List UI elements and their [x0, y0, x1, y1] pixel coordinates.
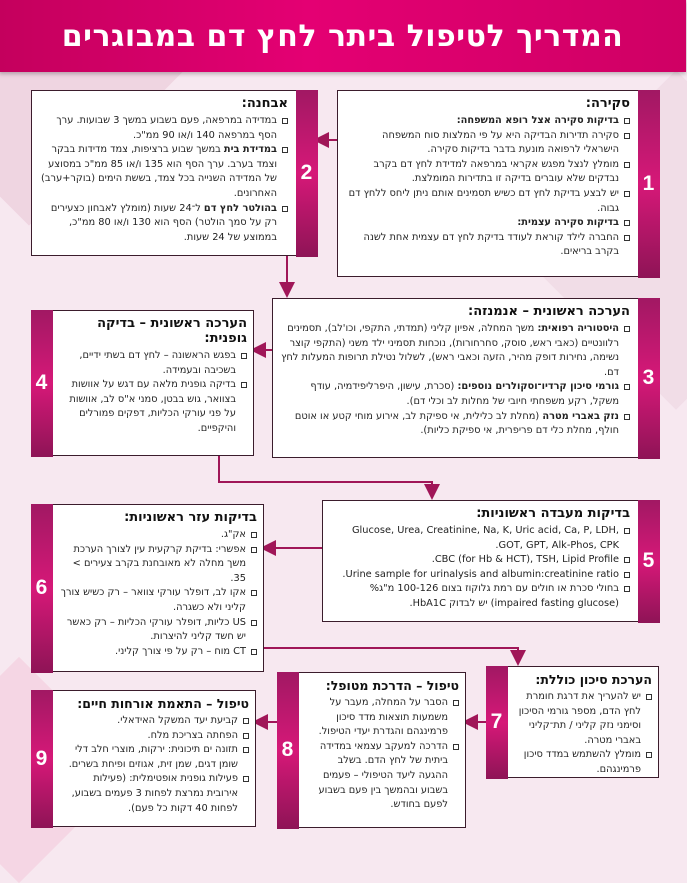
step-number-2: 2: [297, 90, 319, 257]
step-5-box: [323, 500, 660, 622]
arrow-4-to-5: [220, 456, 433, 496]
list-item: CBC (for Hb & HCT), TSH, Lipid Profile.: [330, 553, 631, 568]
list-item: Urine sample for urinalysis and albumin:creatinine ratio.: [330, 568, 631, 583]
list-item: בחולי סכרת או חולים עם רמת גלוקוז בצום 100-126 מ"ג% (impaired fasting glucose) יש לבדוק HbA1C.: [330, 582, 631, 611]
list-item: הדרכה למעקב עצמאי במדידה ביתית של לחץ הדם. בשלב ההגעה ליעד הטיפולי – פעמים בשבוע ובהמשך בין פעם בשבוע לפעם בחודש.: [307, 740, 460, 813]
step-4-title: הערכה ראשונית – בדיקה גופנית:: [98, 316, 248, 346]
list-item: מומלץ לנצל מפגש אקראי במרפאה למדידת לחץ דם בקרב נבדקים שלא עוברים בדיקה זו בתדירות המומלצת.: [345, 158, 631, 187]
step-4-box: [32, 310, 255, 456]
step-number-1: 1: [639, 90, 661, 278]
list-item: תזונה ים תיכונית: ירקות, מוצרי חלב דלי שומן דגים, שמן זית, אגוזים ופיחת בשרים.: [61, 743, 250, 772]
step-7-list: [516, 690, 653, 773]
page-title: המדריך לטיפול ביתר לחץ דם במבוגרים: [62, 18, 625, 54]
step-number-5: 5: [639, 500, 661, 623]
list-item: אק"ג.: [61, 528, 258, 543]
list-item: החברה לילד קוראת לעודד בדיקת לחץ דם עצמית אחת לשנה בקרב בריאים.: [345, 231, 631, 260]
list-item: הפחתה בצריכת מלח.: [61, 729, 250, 744]
step-4-list: [61, 349, 248, 437]
list-item: US כליות, דופלר עורקי הכליות – רק כאשר יש חשד קליני להיצרות.: [61, 616, 258, 645]
step-6-list: [61, 528, 258, 659]
step-1-list: [345, 114, 631, 260]
step-7-box: [487, 666, 660, 778]
list-item: בדיקות סקירה אצל רופא המשפחה:: [345, 114, 631, 129]
list-item: יש להעריך את דרגת חומרת לחץ הדם, מספר גורמי הסיכון וסימני נזק קליני / תת־קליני באברי מטרה.: [516, 690, 653, 748]
step-number-4: 4: [32, 310, 54, 457]
list-item: בהולטר לחץ דם ל־24 שעות (מומלץ לאבחון כצעירים רק על סמך הולטר) הסף הוא 130 ו/או 80 ממ"כ, בממוצע של 24 שעות.: [39, 202, 289, 246]
list-item: הסבר על המחלה, מעבר על משמעות תוצאות מדד סיכון פרמינגהם והגדרת יעדי הטיפול.: [307, 696, 460, 740]
step-6-title: בדיקות עזר ראשוניות:: [125, 510, 258, 525]
step-2-box: [32, 90, 318, 256]
step-6-box: [32, 504, 265, 672]
list-item: מומלץ להשתמש במדד סיכון פרמינגהם.: [516, 748, 653, 773]
list-item: פעילות גופנית אופטימלית: (פעילות אירובית נמרצת לפחות 3 פעמים בשבוע, לפחות 40 דקות כל פעם).: [61, 772, 250, 816]
arrow-6-to-7: [262, 648, 519, 662]
step-1-box: [338, 90, 660, 277]
list-item: CT מוח – רק על פי צורך קליני.: [61, 645, 258, 660]
step-number-9: 9: [32, 690, 54, 828]
list-item: בדיקה גופנית מלאה עם דגש על אוושות בצוואר, גוש בבטן, סמני א"ס לב, אוושות על פני עורקי הכליות, דפקים פמורלים והיקפיים.: [61, 378, 248, 436]
list-item: אפשרי: בדיקת קרקעית עין לצורך הערכת משך מחלה לא מאובחנת בקרב צעירים > 35.: [61, 543, 258, 587]
step-number-8: 8: [278, 672, 300, 829]
step-8-title: טיפול – הדרכת מטופל:: [326, 678, 460, 693]
step-5-list: [330, 524, 631, 612]
step-number-3: 3: [639, 298, 661, 459]
list-item: בדיקות סקירה עצמית:: [345, 216, 631, 231]
list-item: בפגש הראשונה – לחץ דם בשתי ידיים, בשכיבה ובעמידה.: [61, 349, 248, 378]
step-9-title: טיפול – התאמת אורחות חיים:: [78, 696, 250, 711]
list-item: נזק באברי מטרה (מחלת לב כלילית, אי ספיקת לב, אירוע מוחי קטע או אוטם חולף, מחלת כלי דם פריפרית, אי ספיקת כליות).: [280, 410, 631, 439]
step-7-title: הערכת סיכון כוללת:: [536, 672, 653, 687]
list-item: היסטוריה רפואית: משך המחלה, אפיון קליני (תמדתי, התקפי, וכו'לב), תסמינים רלוונטיים (כאבי ראש, סוסק, סחרחורות), נוכחות תסמיני ילד משני (התקפי קוצר נשימה, נחירות דופק מהיר, הזעה וכאבי ראש), לשלול נטילת תרופות המעלות לחץ דם.: [280, 322, 631, 380]
step-3-list: [280, 322, 631, 439]
step-8-box: [278, 672, 467, 828]
step-3-title: הערכה ראשונית – אנמנזה:: [469, 304, 631, 319]
step-2-title: אבחנה:: [242, 96, 289, 111]
step-1-title: סקירה:: [586, 96, 631, 111]
list-item: במדידת בית במשך שבוע ברציפות, צמד מדידות בבקר וצמד בערב. ערך הסף הוא 135 ו/או 85 ממ"כ במסוצע של המדידה השנייה בכל צמד, בששת הימים (בוקר+ערב) האחרונים.: [39, 143, 289, 201]
step-9-list: [61, 714, 250, 816]
list-item: גורמי סיכון קרדיו־וסקולרים נוספים: (סכרת, עישון, היפרליפידמיה, עודף משקל, רקע משפחתי חיובי של מחלות לב וכלי דם).: [280, 380, 631, 409]
step-9-box: [32, 690, 257, 827]
list-item: במדידה במרפאה, פעם בשבוע במשך 3 שבועות. ערך הסף במרפאה 140 ו/או 90 ממ"כ.: [39, 114, 289, 143]
list-item: סקירה תדירות הבדיקה היא על פי המלצות סוח המשפחה הישראלי לרפואה מונעת בדבר בדיקות סקירה.: [345, 129, 631, 158]
list-item: אקו לב, דופלר עורקי צוואר – רק כשיש צורך קליני ולא כשגרה.: [61, 586, 258, 615]
list-item: קביעת יעד המשקל האידאלי.: [61, 714, 250, 729]
step-5-title: בדיקות מעבדה ראשוניות:: [477, 506, 631, 521]
step-3-box: [273, 298, 660, 458]
step-number-6: 6: [32, 504, 54, 673]
list-item: Glucose, Urea, Creatinine, Na, K, Uric acid, Ca, P, LDH, GOT, GPT, Alk-Phos, CPK.: [330, 524, 631, 553]
step-2-list: [39, 114, 289, 245]
step-number-7: 7: [487, 666, 509, 779]
list-item: יש לבצע בדיקת לחץ דם כשיש תסמינים אותם ניתן ליחס ללחץ דם גבוה.: [345, 187, 631, 216]
step-8-list: [307, 696, 460, 813]
header-banner: [0, 0, 687, 72]
